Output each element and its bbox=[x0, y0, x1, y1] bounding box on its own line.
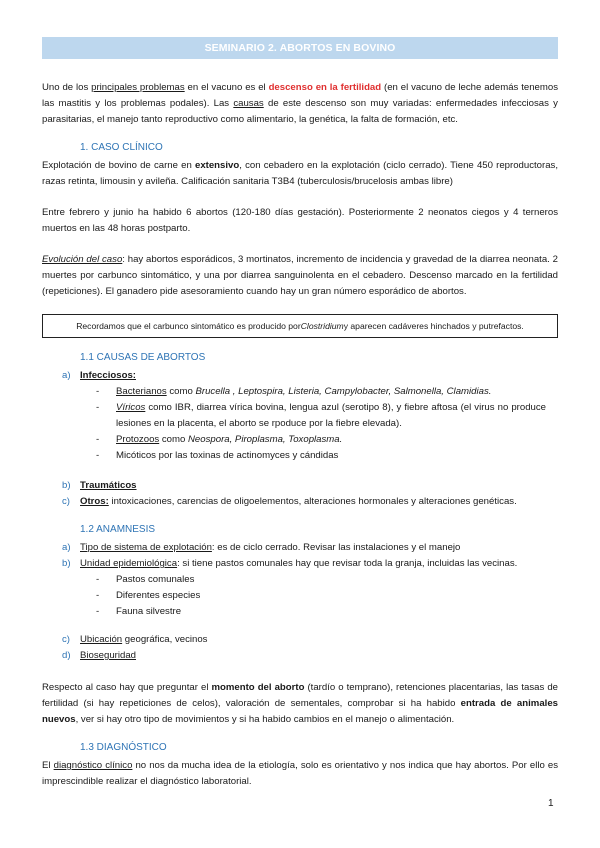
micoticos-item: Micóticos por las toxinas de actinomyces y cándidas bbox=[116, 450, 339, 461]
anamnesis-heading: 1.2 ANAMNESIS bbox=[80, 524, 156, 535]
unidad-epidemiologica-text: : si tiene pastos comunales hay que revisar toda la granja, incluidas las vecinas. bbox=[177, 558, 518, 569]
momento-aborto: momento del aborto bbox=[211, 682, 305, 693]
traumaticos-label: Traumáticos bbox=[80, 480, 137, 491]
anamnesis-c-marker: c) bbox=[62, 634, 70, 645]
bullet-dash: - bbox=[96, 574, 100, 585]
protozoos-label: Protozoos bbox=[116, 434, 160, 445]
causas-b-marker: b) bbox=[62, 480, 71, 491]
bacterianos-item bbox=[116, 384, 546, 400]
intro-principales-problemas: principales problemas bbox=[91, 82, 185, 93]
anamnesis-b-marker: b) bbox=[62, 558, 71, 569]
caso-p1-text-a: Explotación de bovino de carne en bbox=[42, 160, 195, 171]
bullet-dash: - bbox=[96, 402, 100, 413]
evolucion-label: Evolución del caso bbox=[42, 254, 123, 265]
anamnesis-a-item bbox=[80, 540, 460, 556]
protozoos-list: Neospora, Piroplasma, Toxoplasma. bbox=[188, 434, 343, 445]
anamnesis-sub-item: Pastos comunales bbox=[116, 574, 195, 585]
anamnesis-a-marker: a) bbox=[62, 542, 71, 553]
diagnostico-text-a: El bbox=[42, 760, 54, 771]
page-title: SEMINARIO 2. ABORTOS EN BOVINO bbox=[42, 37, 558, 59]
viricos-text: como IBR, diarrea vírica bovina, lengua azul (serotipo 8), y fiebre aftosa (el virus no produce lesiones en la placenta, el aborto se rpoduce por la fiebre elevada). bbox=[116, 402, 546, 429]
caso-p1-text-c: , con cebadero en la explotación (ciclo cerrado). Tiene 450 reproductoras, razas retinta, limousin y avileña. Calificación sanitaria T3B4 (tuberculosis/brucelosis ambas libre) bbox=[42, 160, 559, 187]
intro-text-1: Uno de los bbox=[42, 82, 92, 93]
caso-paragraph-1 bbox=[42, 158, 558, 190]
note-clostridium: Clostridium bbox=[300, 321, 344, 331]
intro-descenso: descenso en la fertilidad bbox=[268, 82, 382, 93]
ubicacion-text: geográfica, vecinos bbox=[122, 634, 208, 645]
bioseguridad-label: Bioseguridad bbox=[80, 650, 137, 661]
anamnesis-b-item bbox=[80, 556, 517, 572]
bacterianos-text: como bbox=[166, 386, 196, 397]
note-text-a: Recordamos que el carbunco sintomático es producido por bbox=[76, 321, 301, 331]
bacterianos-list: Brucella , Leptospira, Listeria, Campylobacter, Salmonella, Clamidias. bbox=[195, 386, 492, 397]
anamnesis-sub-item: Fauna silvestre bbox=[116, 606, 182, 617]
unidad-epidemiologica-label: Unidad epidemiológica bbox=[80, 558, 178, 569]
caso-extensivo: extensivo bbox=[194, 160, 240, 171]
caso-heading: 1. CASO CLÍNICO bbox=[80, 142, 163, 153]
tipo-sistema-text: : es de ciclo cerrado. Revisar las instalaciones y el manejo bbox=[211, 542, 461, 553]
otros-label: Otros: bbox=[80, 496, 109, 507]
tipo-sistema-label: Tipo de sistema de explotación bbox=[80, 542, 212, 553]
causas-heading: 1.1 CAUSAS DE ABORTOS bbox=[80, 352, 206, 363]
bullet-dash: - bbox=[96, 590, 100, 601]
anamnesis-d-marker: d) bbox=[62, 650, 71, 661]
anamnesis-paragraph bbox=[42, 680, 558, 728]
causas-c-marker: c) bbox=[62, 496, 70, 507]
anamnesis-para-c: (tardío o temprano), retenciones placentarias, las tasas de fertilidad (si hay repeticiones de celos), valoración de sementales, comprobar si ha habido bbox=[42, 682, 559, 709]
otros-item bbox=[80, 494, 517, 510]
otros-text: intoxicaciones, carencias de oligoelementos, alteraciones hormonales y alteraciones genéticas. bbox=[108, 496, 517, 507]
protozoos-text: como bbox=[159, 434, 188, 445]
evolucion-text: : hay abortos esporádicos, 3 mortinatos, incremento de incidencia y gravedad de la diarrea neonata. 2 muertes por carbunco sintomático, y una por diarrea sanguinolenta en el cebadero. Descenso marcado en la fertilidad (repeticiones). El ganadero pide asesoramiento cuando hay un gran número esporádico de abortos. bbox=[42, 254, 558, 297]
diagnostico-paragraph bbox=[42, 758, 558, 790]
caso-paragraph-3 bbox=[42, 252, 558, 300]
note-box bbox=[42, 314, 558, 338]
bullet-dash: - bbox=[96, 434, 100, 445]
caso-paragraph-2: Entre febrero y junio ha habido 6 abortos (120-180 días gestación). Posteriormente 2 neonatos ciegos y 4 terneros muertos en las 48 horas postparto. bbox=[42, 207, 558, 234]
bullet-dash: - bbox=[96, 450, 100, 461]
anamnesis-c-item bbox=[80, 632, 207, 648]
intro-text-4: de este descenso son muy variadas: enfermedades infecciosas y parasitarias, el manejo tanto reproductivo como alimentario, la genética, la falta de formación, etc. bbox=[42, 98, 558, 125]
diagnostico-text-c: no nos da mucha idea de la etiología, solo es orientativo y nos indica que hay abortos. Por ello es imprescindible realizar el diagnóstico laboratorial. bbox=[42, 760, 558, 787]
causas-a-marker: a) bbox=[62, 370, 71, 381]
intro-causas: causas bbox=[233, 98, 264, 109]
entrada-animales-nuevos: entrada de animales nuevos bbox=[42, 698, 558, 725]
causas-a-label bbox=[80, 368, 136, 384]
bullet-dash: - bbox=[96, 386, 100, 397]
bullet-dash: - bbox=[96, 606, 100, 617]
page-number: 1 bbox=[548, 798, 554, 809]
diagnostico-heading: 1.3 DIAGNÓSTICO bbox=[80, 742, 167, 753]
ubicacion-label: Ubicación bbox=[80, 634, 123, 645]
viricos-label: Víricos bbox=[116, 402, 146, 413]
infecciosos-label: Infecciosos: bbox=[80, 370, 136, 381]
protozoos-item bbox=[116, 432, 546, 448]
diagnostico-clinico: diagnóstico clínico bbox=[53, 760, 133, 771]
note-text-c: y aparecen cadáveres hinchados y putrefactos. bbox=[343, 321, 524, 331]
intro-paragraph bbox=[42, 80, 558, 128]
bacterianos-label: Bacterianos bbox=[116, 386, 167, 397]
intro-text-2: en el vacuno es el bbox=[184, 82, 269, 93]
anamnesis-para-a: Respecto al caso hay que preguntar el bbox=[42, 682, 212, 693]
viricos-item bbox=[116, 400, 546, 432]
intro-text-3: (en el vacuno de leche además tenemos las mastitis y los problemas podales). Las bbox=[42, 82, 559, 109]
anamnesis-sub-item: Diferentes especies bbox=[116, 590, 201, 601]
anamnesis-para-e: , ver si hay otro tipo de movimientos y si ha habido cambios en el manejo o alimentación. bbox=[75, 714, 455, 725]
